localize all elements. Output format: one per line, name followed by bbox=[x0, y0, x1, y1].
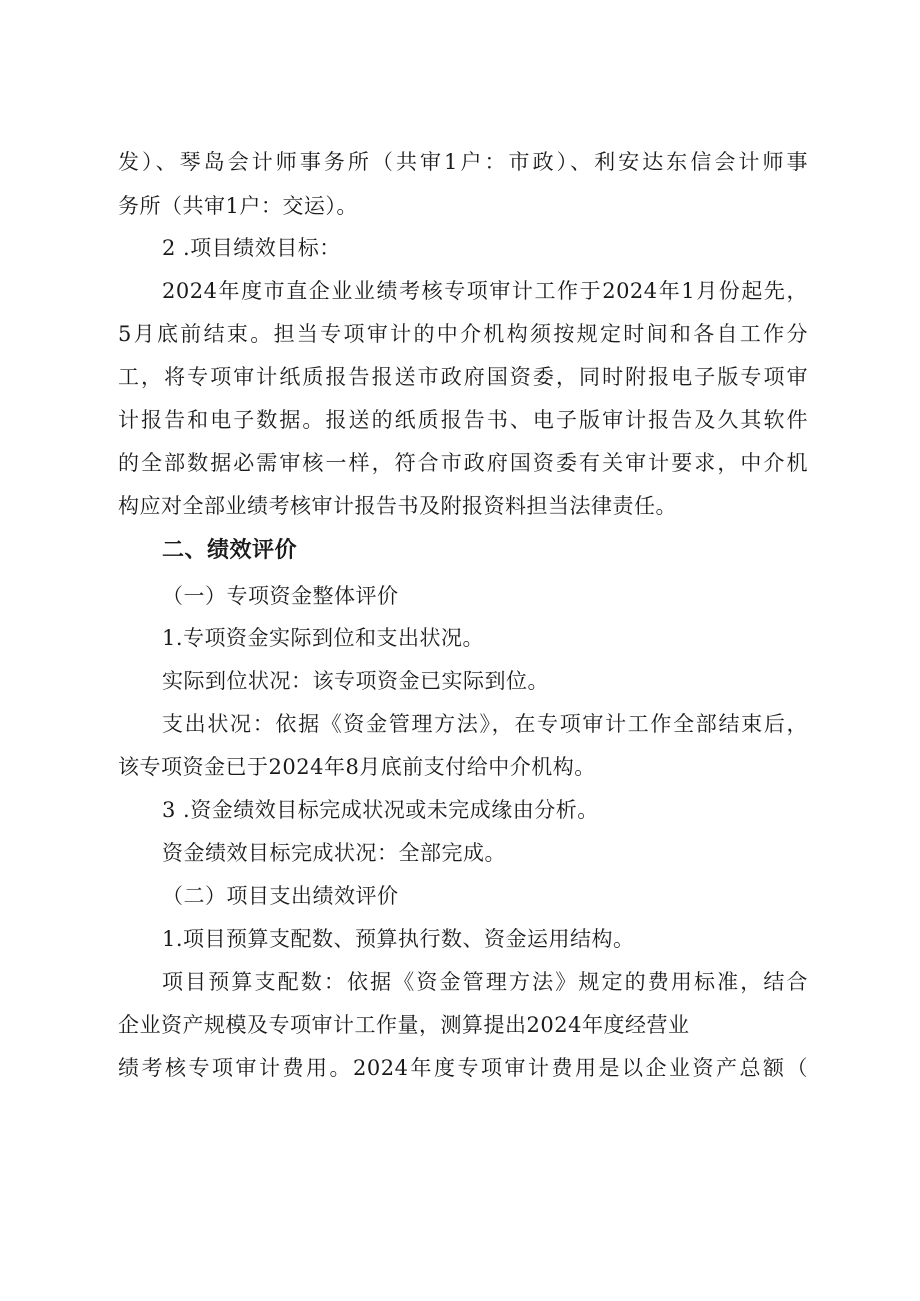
paragraph-line: 资金绩效目标完成状况：全部完成。 bbox=[162, 841, 506, 865]
paragraph-line: 实际到位状况：该专项资金已实际到位。 bbox=[162, 669, 549, 693]
item-heading: 1.项目预算支配数、预算执行数、资金运用结构。 bbox=[162, 927, 635, 951]
paragraph-line: 企业资产规模及专项审计工作量，测算提出2024年度经营业 bbox=[118, 1013, 690, 1037]
subsection-heading: （一）专项资金整体评价 bbox=[162, 584, 399, 608]
paragraph-line: 该专项资金已于2024年8月底前支付给中介机构。 bbox=[118, 755, 596, 779]
item-heading: 2 .项目绩效目标： bbox=[162, 236, 341, 260]
paragraph-line: 发）、琴岛会计师事务所（共审1户：市政）、利安达东信会计师事 bbox=[118, 150, 808, 174]
paragraph-line: 工，将专项审计纸质报告报送市政府国资委，同时附报电子版专项审 bbox=[118, 365, 808, 389]
item-heading: 1.专项资金实际到位和支出状况。 bbox=[162, 626, 485, 650]
paragraph-line: 务所（共审1户：交运）。 bbox=[118, 194, 358, 218]
paragraph-line: 构应对全部业绩考核审计报告书及附报资料担当法律责任。 bbox=[118, 494, 677, 518]
paragraph-line: 绩考核专项审计费用。2024年度专项审计费用是以企业资产总额（ bbox=[118, 1056, 808, 1080]
subsection-heading: （二）项目支出绩效评价 bbox=[162, 884, 399, 908]
paragraph-line: 项目预算支配数：依据《资金管理方法》规定的费用标准，结合 bbox=[162, 970, 808, 994]
paragraph-line: 的全部数据必需审核一样，符合市政府国资委有关审计要求，中介机 bbox=[118, 451, 808, 475]
paragraph-line: 2024年度市直企业业绩考核专项审计工作于2024年1月份起先， bbox=[162, 279, 808, 303]
paragraph-line: 计报告和电子数据。报送的纸质报告书、电子版审计报告及久其软件 bbox=[118, 408, 808, 432]
item-heading: 3 .资金绩效目标完成状况或未完成缘由分析。 bbox=[162, 798, 599, 822]
paragraph-line: 支出状况：依据《资金管理方法》，在专项审计工作全部结束后， bbox=[162, 712, 808, 736]
paragraph-line: 5月底前结束。担当专项审计的中介机构须按规定时间和各自工作分 bbox=[118, 322, 808, 346]
section-heading: 二、绩效评价 bbox=[162, 538, 298, 563]
